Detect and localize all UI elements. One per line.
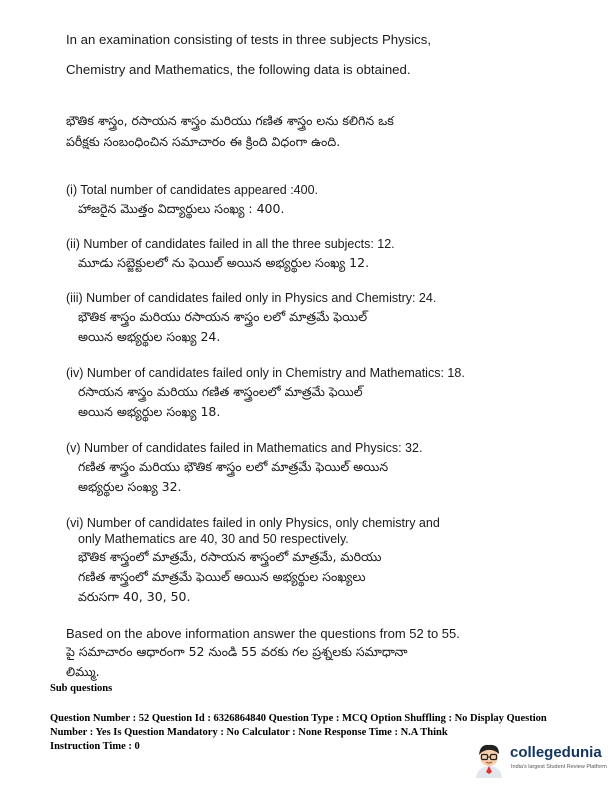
item-2-te: మూడు సబ్జెక్టులలో ను ఫెయిల్ అయిన అభ్యర్థుల సంఖ్య 12. [78, 255, 370, 270]
intro-en-line-2: Chemistry and Mathematics, the following data is obtained. [66, 62, 411, 77]
item-1-en: (i) Total number of candidates appeared :400. [66, 183, 319, 197]
logo-name: collegedunia [510, 744, 602, 761]
item-3-te-line-1: భౌతిక శాస్త్రం మరియు రసాయన శాస్త్రం లలో మాత్రమే ఫెయిల్ [78, 309, 368, 324]
item-5-te-line-2: అభ్యర్థుల సంఖ్య 32. [78, 479, 182, 494]
item-1-te: హాజరైన మొత్తం విద్యార్థులు సంఖ్య : 400. [78, 201, 285, 216]
item-6-en-line-2: only Mathematics are 40, 30 and 50 respectively. [78, 532, 349, 546]
item-6-en-line-1: (vi) Number of candidates failed in only Physics, only chemistry and [66, 516, 440, 530]
item-4-te-line-1: రసాయన శాస్త్రం మరియు గణిత శాస్త్రంలలో మాత్రమే ఫెయిల్ [78, 384, 363, 399]
student-avatar-icon [472, 742, 506, 778]
sub-questions-label: Sub questions [50, 683, 113, 694]
item-3-te-line-2: అయిన అభ్యర్థుల సంఖ్య 24. [78, 329, 221, 344]
logo-tagline: India's largest Student Review Platform [511, 764, 607, 770]
collegedunia-logo [472, 738, 607, 782]
item-5-en: (v) Number of candidates failed in Mathematics and Physics: 32. [66, 441, 423, 455]
intro-te-line-1: భౌతిక శాస్త్రం, రసాయన శాస్త్రం మరియు గణిత శాస్త్రం లను కలిగిన ఒక [66, 113, 394, 128]
item-6-te-line-3: వరుసగా 40, 30, 50. [78, 589, 191, 604]
closing-te-line-2: లిమ్ము. [66, 664, 100, 679]
intro-en-line-1: In an examination consisting of tests in three subjects Physics, [66, 32, 432, 47]
item-5-te-line-1: గణిత శాస్త్రం మరియు భౌతిక శాస్త్రం లలో మాత్రమే ఫెయిల్ అయిన [78, 459, 389, 474]
item-3-en: (iii) Number of candidates failed only in Physics and Chemistry: 24. [66, 291, 437, 305]
item-2-en: (ii) Number of candidates failed in all the three subjects: 12. [66, 237, 395, 251]
question-meta-line-2: Number : Yes Is Question Mandatory : No Calculator : None Response Time : N.A Think [50, 727, 448, 738]
item-6-te-line-2: గణిత శాస్త్రంలో మాత్రమే ఫెయిల్ అయిన అభ్యర్థుల సంఖ్యలు [78, 569, 366, 584]
closing-te-line-1: పై సమాచారం ఆధారంగా 52 నుండి 55 వరకు గల ప్రశ్నలకు సమాధానా [66, 644, 408, 659]
intro-te-line-2: పరీక్షకు సంబంధించిన సమాచారం ఈ క్రింది విధంగా ఉంది. [66, 134, 341, 149]
question-meta-line-1: Question Number : 52 Question Id : 6326864840 Question Type : MCQ Option Shuffling : No Display Question [50, 713, 547, 724]
item-4-en: (iv) Number of candidates failed only in Chemistry and Mathematics: 18. [66, 366, 465, 380]
closing-en: Based on the above information answer the questions from 52 to 55. [66, 626, 460, 641]
item-4-te-line-2: అయిన అభ్యర్థుల సంఖ్య 18. [78, 404, 221, 419]
item-6-te-line-1: భౌతిక శాస్త్రంలో మాత్రమే, రసాయన శాస్త్రంలో మాత్రమే, మరియు [78, 549, 382, 564]
question-meta-line-3: Instruction Time : 0 [50, 741, 140, 752]
